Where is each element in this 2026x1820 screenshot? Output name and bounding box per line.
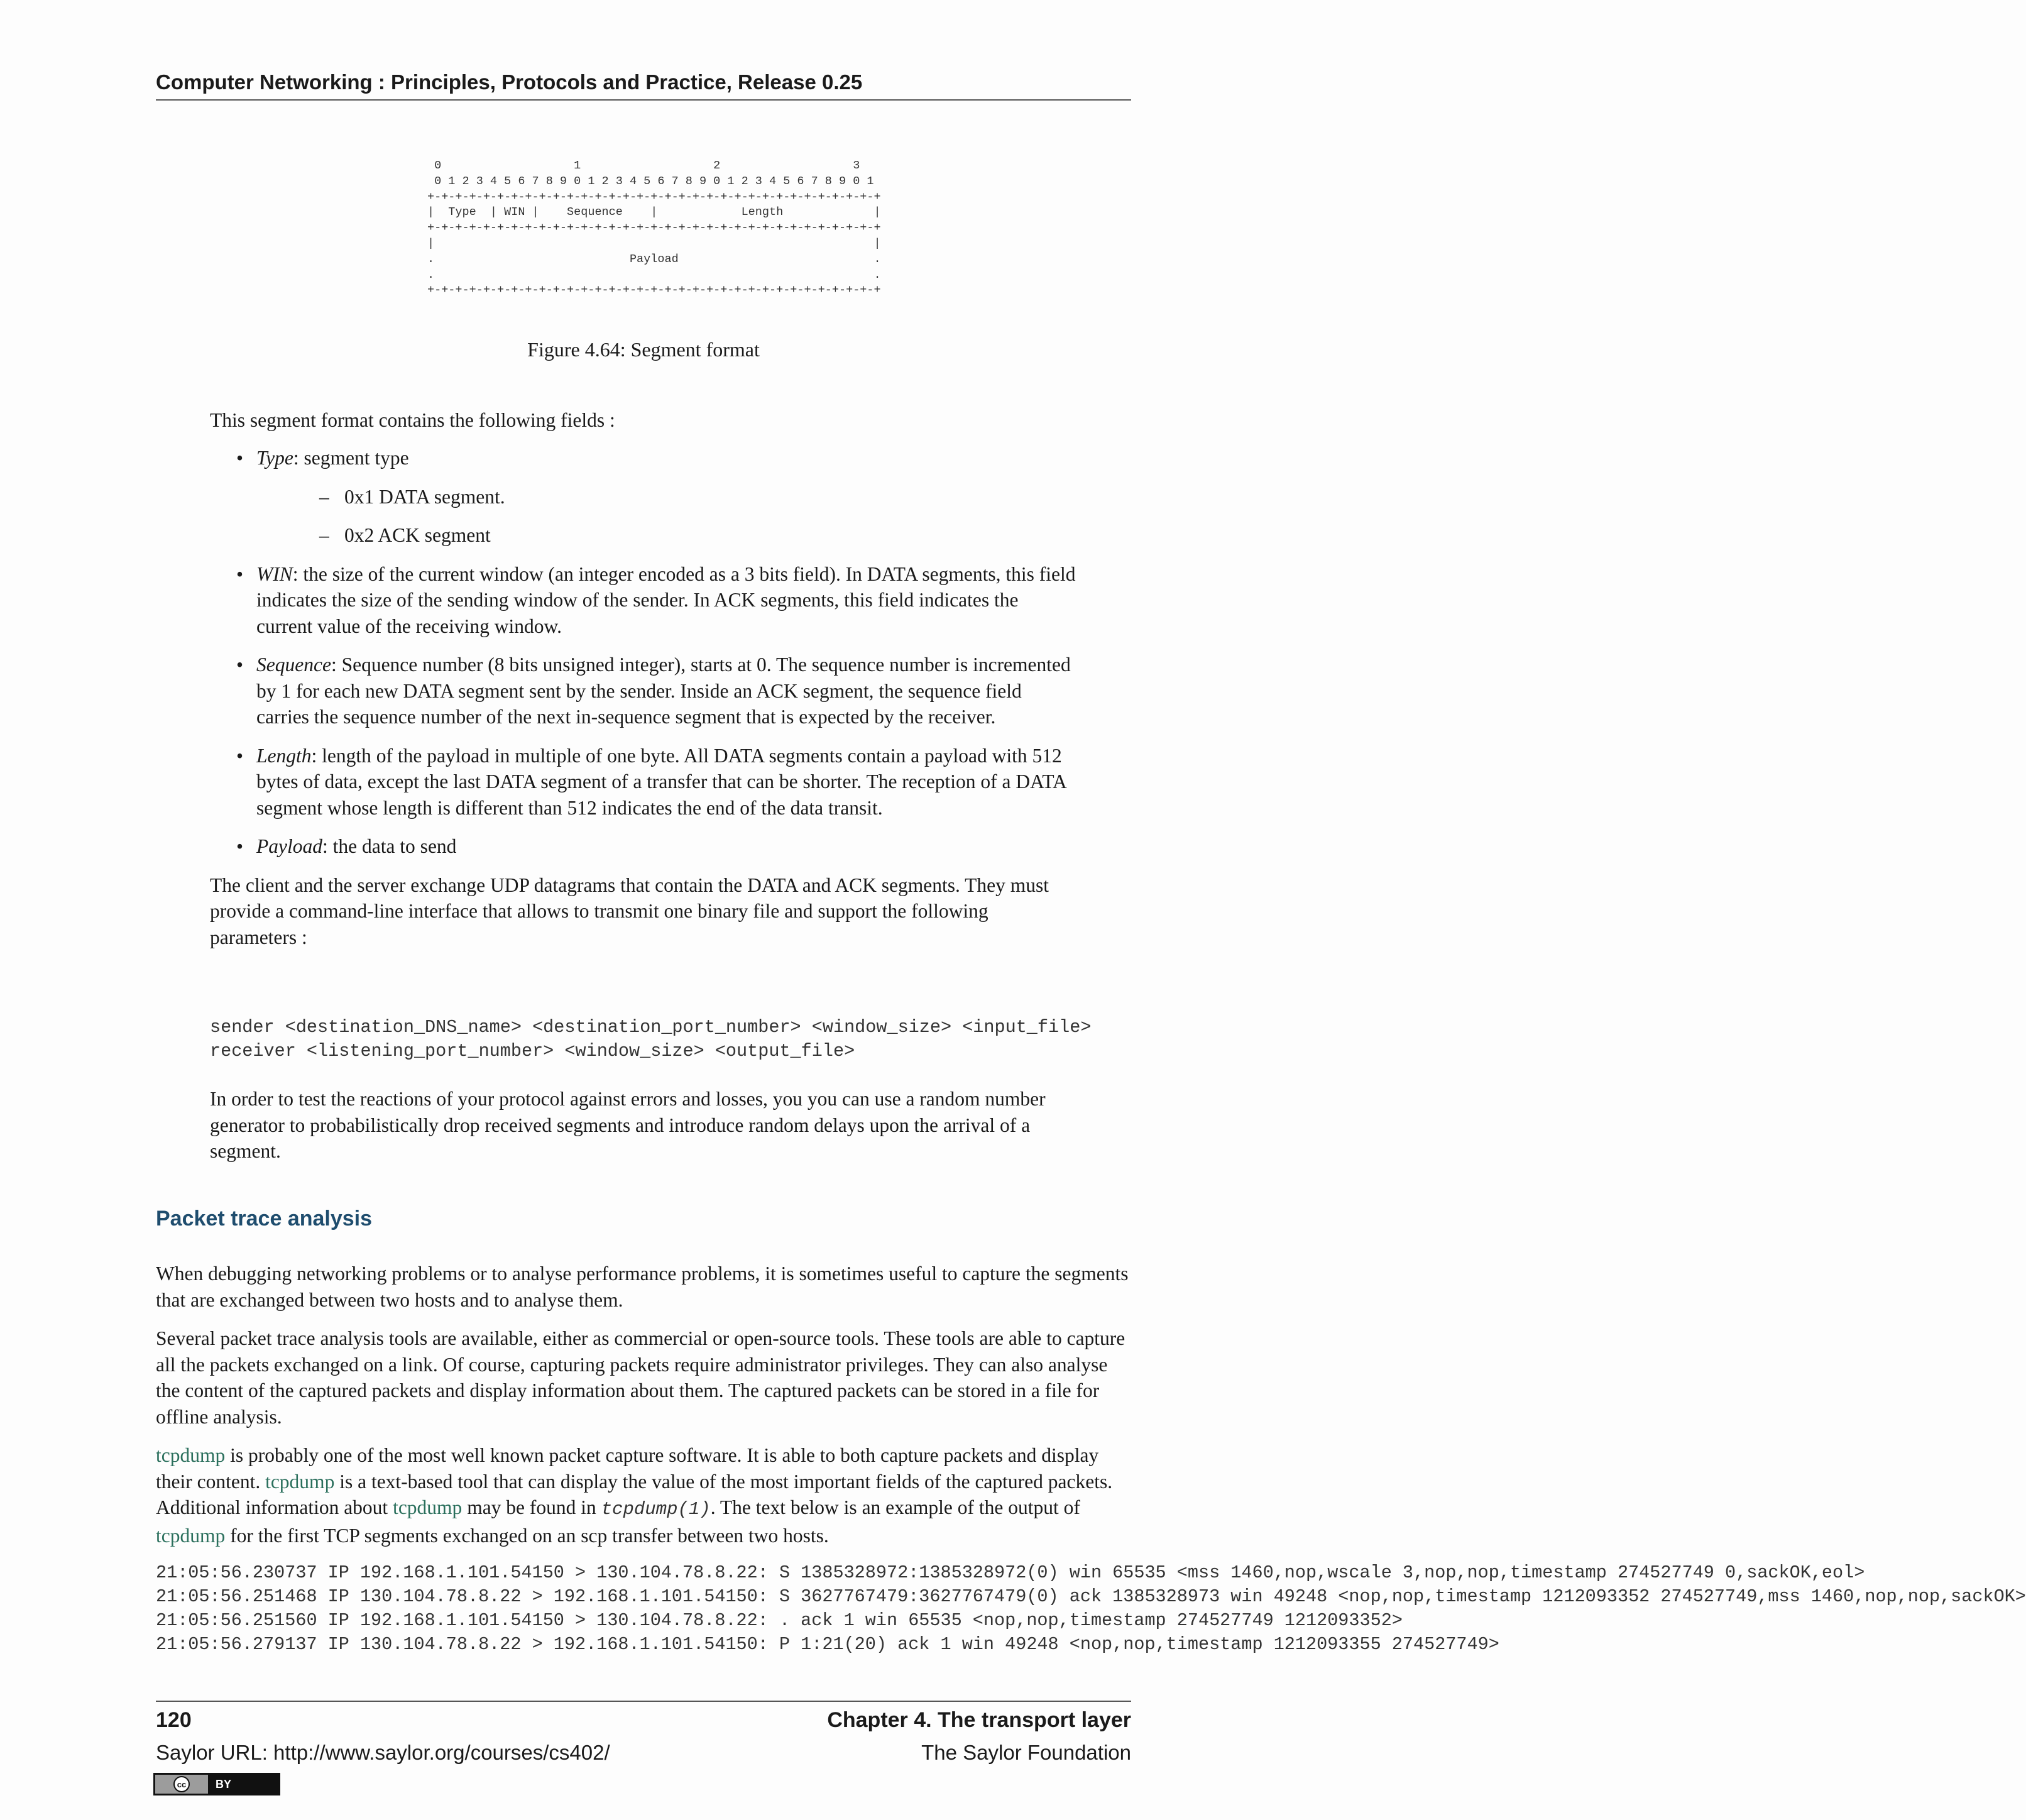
diagram-line: 0 1 2 3 4 5 6 7 8 9 0 1 2 3 4 5 6 7 8 9 0 1 2 3 4 5 6 7 8 9 0 1: [434, 174, 874, 188]
saylor-url[interactable]: Saylor URL: http://www.saylor.org/courses/cs402/: [156, 1741, 610, 1764]
page-number: 120: [156, 1708, 192, 1732]
client-server-paragraph: The client and the server exchange UDP datagrams that contain the DATA and ACK segments. They must provide a command-line interface that allows to transmit one binary file and support the following parameters :: [210, 874, 1049, 948]
subitem-data: [256, 484, 1077, 510]
diagram-line: | Type | WIN | Sequence | Length |: [427, 206, 881, 219]
subitem-text: 0x1 DATA segment.: [344, 485, 505, 508]
diagram-line: | |: [427, 236, 881, 250]
section-body: [156, 1261, 1131, 1549]
bullet: •: [236, 447, 244, 469]
fields-intro: [210, 407, 1077, 434]
tcpdump-text-5: for the first TCP segments exchanged on an scp transfer between two hosts.: [225, 1524, 829, 1547]
bullet: •: [236, 744, 244, 767]
tcpdump-text-3: may be found in: [462, 1496, 601, 1518]
diagram-line: +-+-+-+-+-+-+-+-+-+-+-+-+-+-+-+-+-+-+-+-+-+-+-+-+-+-+-+-+-+-+-+-+: [427, 190, 881, 204]
field-desc: : the data to send: [322, 835, 457, 857]
tcpdump-manpage-ref: tcpdump(1): [601, 1499, 711, 1520]
bullet: •: [236, 654, 244, 676]
diagram-line: . .: [427, 268, 881, 282]
debug-paragraph: When debugging networking problems or to analyse performance problems, it is sometimes useful to capture the segments that are exchanged between two hosts and to analyse them.: [156, 1263, 1129, 1311]
cc-icon: cc: [173, 1776, 190, 1792]
figure-caption: Figure 4.64: Segment format: [527, 338, 760, 361]
field-name: Type: [256, 447, 293, 469]
dash: –: [319, 524, 329, 546]
subitem-ack: [256, 522, 1077, 549]
test-paragraph: In order to test the reactions of your protocol against errors and losses, you you can use a random number generator to probabilistically drop received segments and introduce random delays upon the arrival of a segment.: [210, 1088, 1046, 1162]
diagram-line: +-+-+-+-+-+-+-+-+-+-+-+-+-+-+-+-+-+-+-+-+-+-+-+-+-+-+-+-+-+-+-+-+: [427, 283, 881, 297]
running-header: Computer Networking : Principles, Protocols and Practice, Release 0.25: [156, 70, 1131, 101]
tcpdump-text-1: is probably one of the most well known packet capture software. It is able to both capture packets and display their content.: [156, 1444, 1099, 1493]
trace-code-clip: [156, 1561, 2026, 1657]
tcpdump-trace-code: 21:05:56.230737 IP 192.168.1.101.54150 > 130.104.78.8.22: S 1385328972:1385328972(0) win 65535 <mss 1460,nop,wscale 3,nop,nop,timestamp 274527749 0,sackOK,eol> 21:05:56.251468 IP 130.104.78.8.22 > 192.168.1.101.54150: S 3627767479:3627767479(0) ack 1385328973 win 49248 <nop,nop,timestamp 1212093352 274527749,mss 1460,nop,nop,sackOK> 21:05:56.251560 IP 192.168.1.101.54150 > 130.104.78.8.22: . ack 1 win 65535 <nop,nop,timestamp 274527749 1212093352> 21:05:56.279137 IP 130.104.78.8.22 > 192.168.1.101.54150: P 1:21(20) ack 1 win 49248 <nop,nop,timestamp 1212093355 274527749>: [156, 1562, 2026, 1655]
chapter-title: Chapter 4. The transport layer: [827, 1708, 1131, 1732]
tools-paragraph: Several packet trace analysis tools are available, either as commercial or open-source tools. These tools are able to capture all the packets exchanged on a link. Of course, capturing packets require administrator privileges. They can also analyse the content of the captured packets and display information about them. The captured packets can be stored in a file for offline analysis.: [156, 1327, 1125, 1428]
tcpdump-text-2: is a text-based tool that can display the value of the most important fields of the captured packets. Additional information about: [156, 1470, 1113, 1518]
tcpdump-link[interactable]: tcpdump: [156, 1524, 226, 1547]
cli-usage-code: sender <destination_DNS_name> <destination_port_number> <window_size> <input_file> receiver <listening_port_number> <window_size> <output_file>: [210, 1017, 1092, 1061]
diagram-line: . Payload .: [427, 252, 881, 266]
tcpdump-paragraph: [156, 1442, 1131, 1549]
diagram-line: 0 1 2 3: [434, 159, 860, 172]
tcpdump-link[interactable]: tcpdump: [156, 1444, 226, 1466]
field-item-payload: [210, 833, 1077, 860]
field-desc: : Sequence number (8 bits unsigned integer), starts at 0. The sequence number is incremented by 1 for each new DATA segment sent by the sender. Inside an ACK segment, the sequence field carries the sequence number of the next in-sequence segment that is expected by the receiver.: [256, 654, 1071, 728]
test-paragraph-block: [210, 1086, 1077, 1165]
dash: –: [319, 485, 329, 508]
tcpdump-link[interactable]: tcpdump: [393, 1496, 463, 1518]
segment-format-diagram: [427, 158, 881, 299]
section-title: Packet trace analysis: [156, 1207, 373, 1231]
field-name: WIN: [256, 562, 293, 585]
diagram-line: +-+-+-+-+-+-+-+-+-+-+-+-+-+-+-+-+-+-+-+-+-+-+-+-+-+-+-+-+-+-+-+-+: [427, 221, 881, 235]
cc-logo-panel: [155, 1775, 208, 1794]
field-item-type: [210, 445, 1077, 549]
field-desc: : segment type: [293, 447, 409, 469]
saylor-foundation: The Saylor Foundation: [921, 1741, 1131, 1764]
field-item-length: [210, 743, 1077, 821]
by-label: BY: [216, 1777, 232, 1790]
fields-intro-text: This segment format contains the following fields :: [210, 409, 615, 431]
tcpdump-text-4: . The text below is an example of the output of: [710, 1496, 1080, 1518]
cc-by-license-badge[interactable]: [153, 1773, 280, 1795]
bullet: •: [236, 562, 244, 585]
field-item-sequence: [210, 652, 1077, 730]
field-desc: : length of the payload in multiple of one byte. All DATA segments contain a payload with 512 bytes of data, except the last DATA segment of a transfer that can be shorter. The reception of a DATA segment whose length is different than 512 indicates the end of the data transit.: [256, 744, 1066, 819]
bullet: •: [236, 835, 244, 857]
tcpdump-link[interactable]: tcpdump: [265, 1470, 335, 1493]
field-desc: : the size of the current window (an integer encoded as a 3 bits field). In DATA segments, this field indicates the size of the sending window of the sender. In ACK segments, this field indicates the current value of the receiving window.: [256, 562, 1076, 637]
field-name: Sequence: [256, 654, 331, 676]
field-name: Length: [256, 744, 312, 767]
field-name: Payload: [256, 835, 322, 857]
subitem-text: 0x2 ACK segment: [344, 524, 491, 546]
field-list: [210, 445, 1077, 950]
field-item-win: [210, 561, 1077, 640]
footer-rule: [156, 1701, 1131, 1702]
